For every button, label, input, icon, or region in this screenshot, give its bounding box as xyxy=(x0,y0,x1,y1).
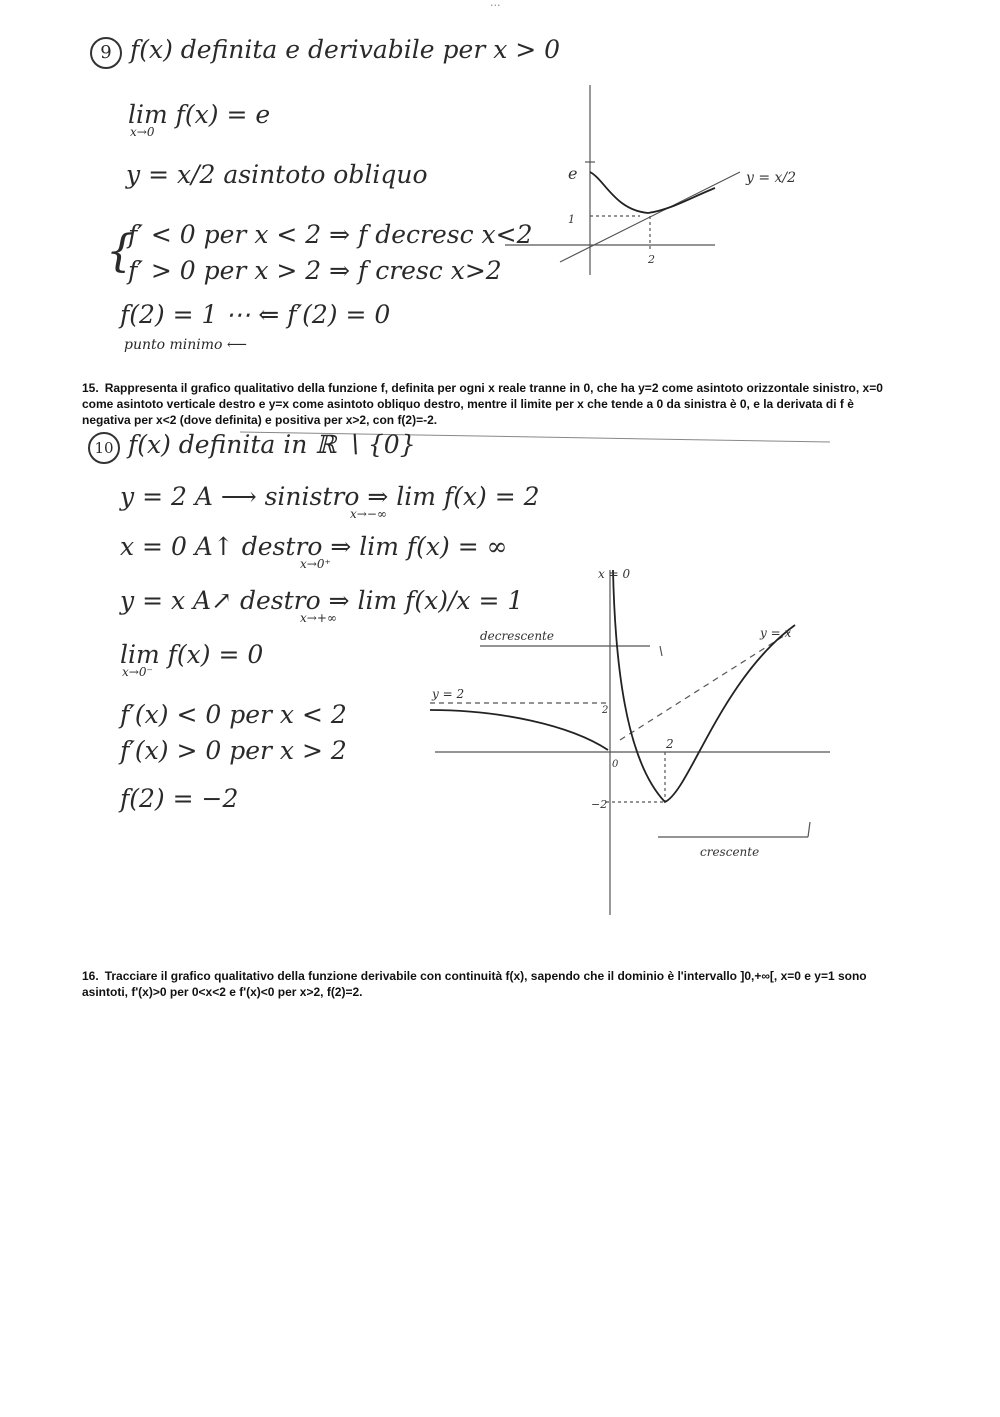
derivative-negative-line: f′ < 0 per x < 2 ⇒ f decresc x<2 xyxy=(128,220,533,249)
label-e: e xyxy=(568,164,578,183)
label-yx: y = x xyxy=(760,626,792,640)
limit-line: lim f(x) = e x→0 xyxy=(128,100,271,139)
question-text: Tracciare il grafico qualitativo della funzione derivabile con continuità f(x), sapendo che il dominio è l'intervallo ]0,+∞[, x=0 e y=1 sono asintoti, f'(x)>0 per 0<x<2 e f'(x)<0 per x>2, f(2)=2. xyxy=(82,969,867,999)
label-1: 1 xyxy=(568,213,575,226)
circled-number: 9 xyxy=(90,37,122,69)
question-text: Rappresenta il grafico qualitativo della funzione f, definita per ogni x reale tranne in 0, che ha y=2 come asintoto orizzontale sinistro, x=0 come asintoto verticale destro e y=x come asintoto obliquo destro, mentre il limite per x che tende a 0 da sinistra è 0, e la derivata di f è negativa per x<2 (dove definita) e positiva per x>2, con f(2)=-2. xyxy=(82,381,883,427)
asymptote-line: y = x/2 asintoto obliquo xyxy=(126,160,428,189)
question-number: 16. xyxy=(82,969,99,983)
question-number: 15. xyxy=(82,381,99,395)
graph-9 xyxy=(500,80,800,280)
definition-line: 9 f(x) definita e derivabile per x > 0 xyxy=(90,35,560,69)
question-16 xyxy=(82,968,902,1000)
label-2: 2 xyxy=(648,253,655,266)
label-decreasing: decrescente xyxy=(480,629,554,643)
label-minus-2: −2 xyxy=(591,798,608,811)
label-increasing: crescente xyxy=(700,845,760,859)
circled-number: 10 xyxy=(88,432,120,464)
label-0: 0 xyxy=(612,759,619,770)
question-15 xyxy=(82,380,902,428)
label-2-y: 2 xyxy=(602,705,609,716)
horizontal-asymptote-line: y = 2 A ⟶ sinistro ⇒ lim f(x) = 2 x→−∞ xyxy=(120,482,540,521)
derivative-positive-line-10: f′(x) > 0 per x > 2 xyxy=(120,736,347,765)
value-line: f(2) = 1 ⋯ ⇐ f′(2) = 0 xyxy=(120,300,391,329)
system-brace: { xyxy=(106,226,134,277)
derivative-negative-line-10: f′(x) < 0 per x < 2 xyxy=(120,700,347,729)
label-y2: y = 2 xyxy=(432,687,465,701)
vertical-asymptote-line: x = 0 A↑ destro ⇒ lim f(x) = ∞ x→0⁺ xyxy=(120,532,508,571)
left-branch xyxy=(430,710,608,750)
minimum-point-note: punto minimo ⟵ xyxy=(124,337,247,353)
label-x0: x = 0 xyxy=(598,567,631,581)
label-asymptote: y = x/2 xyxy=(746,170,797,186)
graph-10 xyxy=(420,560,840,920)
derivative-positive-line: f′ > 0 per x > 2 ⇒ f cresc x>2 xyxy=(128,256,502,285)
left-limit-line: lim f(x) = 0 x→0⁻ xyxy=(120,640,264,679)
oblique-asymptote-line: y = x A↗ destro ⇒ lim f(x)/x = 1 x→+∞ xyxy=(120,586,524,625)
label-2-x: 2 xyxy=(666,737,674,751)
section-9-notes xyxy=(90,35,560,69)
function-curve xyxy=(590,172,715,213)
oblique-asymptote xyxy=(620,632,790,740)
header-mark: ... xyxy=(490,0,501,9)
value-line-10: f(2) = −2 xyxy=(120,784,239,813)
definition-line-10: 10 f(x) definita in ℝ ∖ {0} xyxy=(88,430,416,464)
